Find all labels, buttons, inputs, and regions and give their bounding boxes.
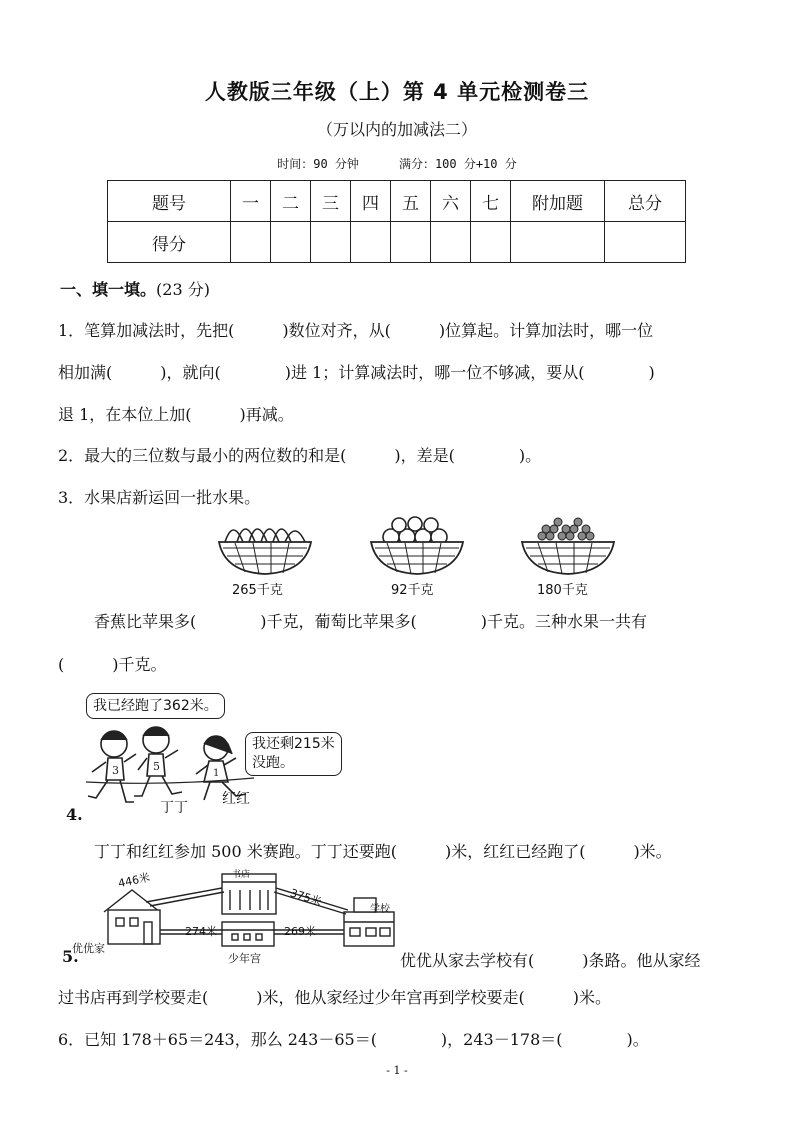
- score-header-cell: 四: [351, 181, 391, 222]
- label-palace: 少年宫: [228, 952, 261, 965]
- score-cell[interactable]: [311, 222, 351, 263]
- q3-line1: 3．水果店新运回一批水果。: [58, 488, 261, 507]
- score-header-cell: 附加题: [511, 181, 605, 222]
- score-header-cell: 五: [391, 181, 431, 222]
- score-header-cell: 总分: [605, 181, 686, 222]
- grape-weight: 180千克: [537, 583, 588, 598]
- apple-basket-icon: [367, 512, 467, 578]
- score-header-cell: 七: [471, 181, 511, 222]
- banana-weight: 265千克: [232, 583, 283, 598]
- speech-bubble-dingding: 我已经跑了362米。: [86, 693, 225, 719]
- q3-line2: 香蕉比苹果多( )千克，葡萄比苹果多( )千克。三种水果一共有: [94, 612, 647, 631]
- q1-line1: 1．笔算加减法时，先把( )数位对齐，从( )位算起。计算加法时，哪一位: [58, 321, 654, 340]
- q5-line2: 过书店再到学校要走( )米，他从家经过少年宫再到学校要走( )米。: [58, 988, 611, 1007]
- page-number: - 1 -: [386, 1064, 408, 1077]
- score-table-score-row: [108, 222, 686, 263]
- section-1-heading: [60, 277, 210, 300]
- label-school: 学校: [370, 904, 390, 915]
- score-cell[interactable]: [391, 222, 431, 263]
- grape-basket-icon: [518, 512, 618, 578]
- score-header-cell: 六: [431, 181, 471, 222]
- speech-bubble-honghong: [245, 732, 342, 776]
- apple-weight: 92千克: [391, 583, 434, 598]
- section-1-title: 一、填一填。: [60, 280, 157, 299]
- score-cell[interactable]: [351, 222, 391, 263]
- q2-line1: 2．最大的三位数与最小的两位数的和是( )，差是( )。: [58, 446, 542, 465]
- q6-line1: 6．已知 178＋65＝243，那么 243－65＝( )，243－178＝( )。: [58, 1030, 649, 1049]
- q1-line3: 退 1，在本位上加( )再减。: [58, 405, 294, 424]
- score-cell[interactable]: [471, 222, 511, 263]
- svg-text:1: 1: [213, 768, 220, 779]
- score-cell[interactable]: [511, 222, 605, 263]
- q1-line2: 相加满( )，就向( )进 1；计算减法时，哪一位不够减，要从( ): [58, 363, 655, 382]
- section-1-points: (23 分): [156, 280, 210, 299]
- q3-line3: ( )千克。: [58, 655, 167, 674]
- bubble2-line1: 我还剩215米: [252, 736, 335, 752]
- score-header-cell: 一: [231, 181, 271, 222]
- score-header-cell: 题号: [108, 181, 231, 222]
- score-cell[interactable]: [431, 222, 471, 263]
- exam-meta: [0, 155, 794, 172]
- score-cell[interactable]: [271, 222, 311, 263]
- q4-line1: 丁丁和红红参加 500 米赛跑。丁丁还要跑( )米，红红已经跑了( )米。: [94, 842, 672, 861]
- name-dingding: 丁丁: [160, 800, 188, 816]
- distance-bookstore-school: 375米: [288, 886, 324, 909]
- page-title: 人教版三年级（上）第 4 单元检测卷三: [204, 80, 590, 104]
- score-cell[interactable]: [605, 222, 686, 263]
- page-subtitle: （万以内的加减法二）: [316, 120, 477, 139]
- bubble2-line2: 没跑。: [252, 755, 294, 771]
- score-header-cell: 二: [271, 181, 311, 222]
- banana-basket-icon: [215, 512, 315, 578]
- name-honghong: 红红: [222, 791, 250, 807]
- score-table: [107, 180, 686, 263]
- score-row-label: 得分: [108, 222, 231, 263]
- distance-home-palace: 274米: [185, 925, 217, 938]
- label-bookstore: 书店: [232, 870, 251, 880]
- distance-palace-school: 269米: [284, 925, 316, 938]
- score-header-cell: 三: [311, 181, 351, 222]
- distance-home-bookstore: 446米: [117, 870, 152, 891]
- q4-number: 4.: [66, 805, 83, 824]
- q5-line1: 优优从家去学校有( )条路。他从家经: [400, 951, 701, 970]
- score-cell[interactable]: [231, 222, 271, 263]
- full-score: 满分：100 分+10 分: [398, 157, 517, 171]
- svg-text:5: 5: [153, 760, 160, 773]
- time-limit: 时间：90 分钟: [277, 157, 359, 171]
- label-home: 优优家: [72, 942, 105, 955]
- q5-number: 5.: [62, 947, 79, 966]
- score-table-header-row: [108, 181, 686, 222]
- svg-text:3: 3: [112, 764, 119, 777]
